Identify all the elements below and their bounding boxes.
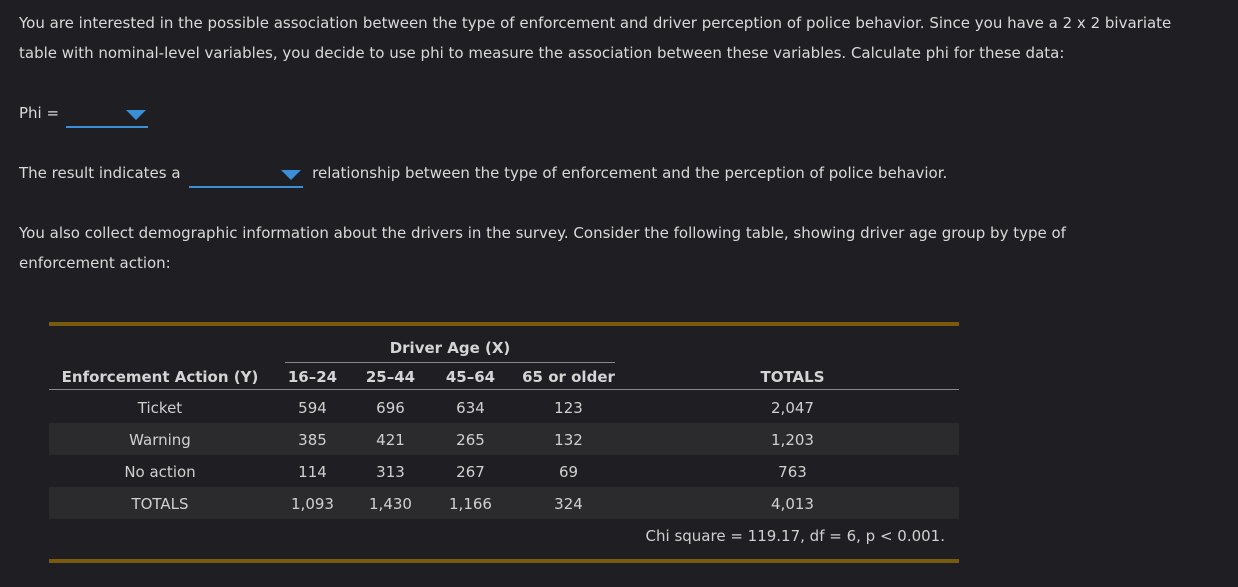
table-cell: 385 [298, 431, 327, 449]
table-cell: 696 [376, 399, 405, 417]
column-header: TOTALS [760, 368, 825, 386]
divider [49, 389, 959, 390]
relationship-dropdown[interactable] [189, 166, 303, 188]
row-label: TOTALS [131, 495, 189, 513]
result-suffix: relationship between the type of enforcement and the perception of police behavior. [312, 164, 948, 182]
table-cell: 1,203 [771, 431, 814, 449]
question-intro: You are interested in the possible association between the type of enforcement and driver perception of police behavior. Since you have a 2 x 2 bivariate table with nominal-level variables, you decide to use phi to measure the association between these variables. Calculate phi for these data: [19, 14, 1172, 62]
table-cell: 1,430 [369, 495, 412, 513]
result-prefix: The result indicates a [19, 164, 181, 182]
table-cell: 763 [778, 463, 807, 481]
table-cell: 2,047 [771, 399, 814, 417]
chi-square-stats: Chi square = 119.17, df = 6, p < 0.001. [645, 527, 945, 545]
column-header: 45–64 [445, 368, 496, 386]
row-header: Enforcement Action (Y) [61, 368, 259, 386]
table-cell: 1,166 [449, 495, 492, 513]
table-cell: 114 [298, 463, 327, 481]
table-top-rule [49, 322, 959, 326]
demographics-intro: You also collect demographic information about the drivers in the survey. Consider the following table, showing driver age group by type of enforcement action: [19, 224, 1066, 272]
table-cell: 132 [554, 431, 583, 449]
column-header: 25–44 [365, 368, 416, 386]
table-cell: 324 [554, 495, 583, 513]
divider [285, 362, 615, 363]
phi-label: Phi = [19, 104, 60, 122]
phi-dropdown[interactable] [66, 106, 148, 128]
row-label: No action [124, 463, 196, 481]
table-cell: 265 [456, 431, 485, 449]
result-sentence [19, 158, 947, 188]
table-cell: 4,013 [771, 495, 814, 513]
table-cell: 123 [554, 399, 583, 417]
table-cell: 1,093 [291, 495, 334, 513]
row-label: Warning [129, 431, 191, 449]
column-group-header: Driver Age (X) [389, 339, 511, 357]
table-cell: 634 [456, 399, 485, 417]
column-header: 65 or older [522, 368, 615, 386]
table-cell: 594 [298, 399, 327, 417]
table-cell: 267 [456, 463, 485, 481]
chevron-down-icon [281, 170, 301, 180]
phi-row [19, 98, 152, 128]
table-cell: 313 [376, 463, 405, 481]
table-cell: 421 [376, 431, 405, 449]
table-cell: 69 [558, 463, 579, 481]
row-label: Ticket [137, 399, 183, 417]
table-bottom-rule [49, 559, 959, 563]
chevron-down-icon [126, 110, 146, 120]
column-header: 16–24 [287, 368, 338, 386]
